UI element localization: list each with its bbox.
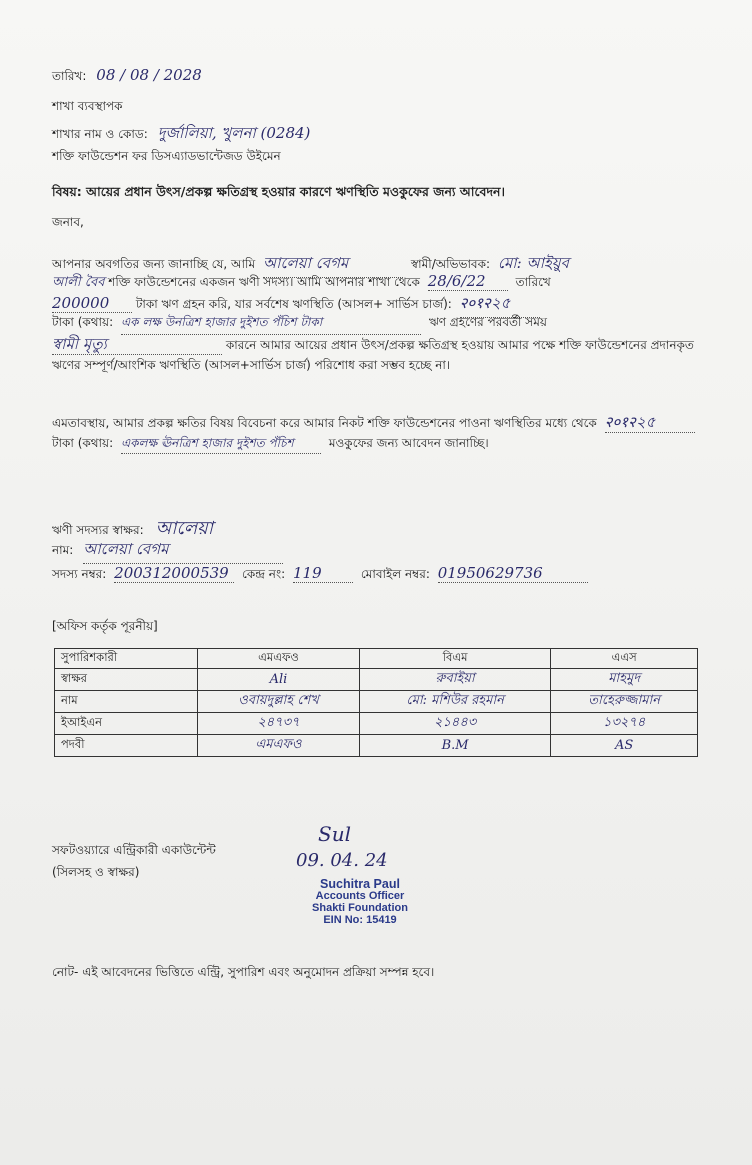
accountant-sublabel: (সিলসহ ও স্বাক্ষর) (52, 865, 140, 879)
row-label: স্বাক্ষর (55, 669, 198, 691)
body2-text-2: টাকা (কথায়: (52, 436, 114, 450)
table-header: সুপারিশকারী (55, 649, 198, 669)
officer-stamp (290, 878, 430, 926)
table-cell: AS (551, 735, 698, 757)
body2-paragraph (52, 412, 702, 454)
loan-date: 28/6/22 (428, 272, 508, 291)
table-header-row (55, 649, 698, 669)
accountant-label: সফটওয়্যারে এন্ট্রিকারী একাউন্টেন্ট (52, 843, 216, 857)
table-cell: এমএফও (198, 735, 360, 757)
member-number-line (52, 564, 588, 586)
member-number: 200312000539 (114, 564, 234, 583)
member-name: আলেয়া বেগম (83, 538, 283, 564)
stamp-ein: EIN No: 15419 (323, 914, 397, 926)
body1-paragraph-end (52, 334, 702, 375)
stamp-title: Accounts Officer (315, 890, 405, 902)
waiver-amount-words: একলক্ষ ঊনত্রিশ হাজার দুইশত পঁচিশ (121, 433, 321, 454)
table-header: এমএফও (198, 649, 360, 669)
mobile-label: মোবাইল নম্বর: (360, 567, 430, 581)
footer-note: নোট- এই আবেদনের ভিত্তিতে এন্ট্রি, সুপারিশ এবং অনুমোদন প্রক্রিয়া সম্পন্ন হবে। (52, 965, 435, 979)
table-row (55, 691, 698, 713)
table-cell: B.M (359, 735, 550, 757)
member-signature: আলেয়া (155, 518, 213, 539)
stamp-org: Shakti Foundation (312, 902, 408, 914)
member-signature-label: ঋণী সদস্যর স্বাক্ষর: (52, 523, 144, 537)
date-label: তারিখ: (52, 69, 87, 83)
table-cell: মাহমুদ (551, 669, 698, 691)
branch-label: শাখার নাম ও কোড: (52, 127, 148, 141)
table-cell: ১৩২৭৪ (551, 713, 698, 735)
waiver-amount: २०१२২৫ (605, 412, 695, 433)
body2-text-1: এমতাবস্থায়, আমার প্রকল্প ক্ষতির বিষয় বিবেচনা করে আমার নিকট শক্তি ফাউন্ডেশনের পাওনা ঋণস্থিতির মধ্যে থেকে (52, 416, 597, 430)
balance-in-words: এক লক্ষ উনত্রিশ হাজার দুইশত পঁচিশ টাকা (121, 314, 421, 335)
accountant-signature: Sul (318, 822, 351, 846)
loan-amount: 200000 (52, 294, 132, 313)
guardian-name-cont: আলী বৈব (52, 275, 105, 290)
mobile-number: 01950629736 (438, 564, 588, 583)
table-cell: Ali (198, 669, 360, 691)
table-cell: ২৪৭৩৭ (198, 713, 360, 735)
date-line (52, 66, 202, 88)
table-header: বিএম (359, 649, 550, 669)
body1-text-1: আপনার অবগতির জন্য জানাচ্ছি যে, আমি (52, 257, 256, 271)
table-row (55, 669, 698, 691)
table-cell: মো: মশিউর রহমান (359, 691, 550, 713)
approval-table (54, 648, 698, 757)
member-name-line (52, 538, 283, 564)
recipient-title: শাখা ব্যবস্থাপক (52, 99, 123, 113)
office-use-note: [অফিস কর্তৃক পূরনীয়] (52, 619, 158, 633)
subject-line: বিষয়: আয়ের প্রধান উৎস/প্রকল্প ক্ষতিগ্রস্থ হওয়ার কারণে ঋণস্থিতি মওকুফের জন্য আবেদন। (52, 184, 505, 199)
guardian-name: মো: আইয়ুব (497, 254, 569, 272)
row-label: ইআইএন (55, 713, 198, 735)
branch-value: দুর্জালিয়া, খুলনা (0284) (157, 124, 311, 142)
loan-balance: २०१२২৫ (460, 292, 540, 318)
table-cell: ২১৪৪৩ (359, 713, 550, 735)
loss-cause: স্বামী মৃত্যু (52, 334, 222, 355)
date-value: 08 / 08 / 2028 (96, 66, 202, 84)
body1-text-6: টাকা (কথায়: (52, 315, 114, 329)
organization-name: শক্তি ফাউন্ডেশন ফর ডিসএ্যাডভান্টেজড উইমেন (52, 149, 281, 163)
table-cell: তাহেরুজ্জামান (551, 691, 698, 713)
body1-line2 (52, 272, 551, 294)
table-row (55, 735, 698, 757)
branch-line (52, 122, 310, 147)
table-cell: ওবায়দুল্লাহ শেখ (198, 691, 360, 713)
row-label: পদবী (55, 735, 198, 757)
member-name-label: নাম: (52, 543, 74, 557)
body1-line4 (52, 314, 547, 335)
table-header: এএস (551, 649, 698, 669)
body1-text-5: টাকা ঋণ গ্রহন করি, যার সর্বশেষ ঋণস্থিতি (আসল+ সার্ভিস চার্জ): (135, 297, 452, 311)
body1-text-4: তারিখে (515, 275, 551, 289)
table-cell: রুবাইয়া (359, 669, 550, 691)
stamp-name: Suchitra Paul (320, 877, 400, 891)
applicant-name: আলেয়া বেগম (263, 252, 403, 278)
center-label: কেন্দ্র নং: (242, 567, 286, 581)
body1-text-7: ঋণ গ্রহণের পরবর্তী সময় (428, 315, 547, 329)
center-number: 119 (293, 564, 353, 583)
member-number-label: সদস্য নম্বর: (52, 567, 107, 581)
row-label: নাম (55, 691, 198, 713)
body2-text-3: মওকুফের জন্য আবেদন জানাচ্ছি। (328, 436, 489, 450)
accountant-sign-date: 09. 04. 24 (296, 850, 388, 871)
table-row (55, 713, 698, 735)
body1-text-2: স্বামী/অভিভাবক: (410, 257, 491, 271)
body1-text-3: শক্তি ফাউন্ডেশনের একজন ঋণী সদস্য। আমি আপনার শাখা থেকে (108, 275, 420, 289)
salutation: জনাব, (52, 215, 84, 229)
body1-text-8: কারনে আমার আয়ের প্রধান উৎস/প্রকল্প ক্ষতিগ্রস্থ হওয়ায় আমার পক্ষে শক্তি ফাউন্ডেশনের প্রদানকৃত ঋণের সম্পূর্ণ/আংশিক ঋণস্থিতি (আসল+সার্ভিস চার্জ) পরিশোধ করা সম্ভব হচ্ছে না। (52, 338, 694, 372)
